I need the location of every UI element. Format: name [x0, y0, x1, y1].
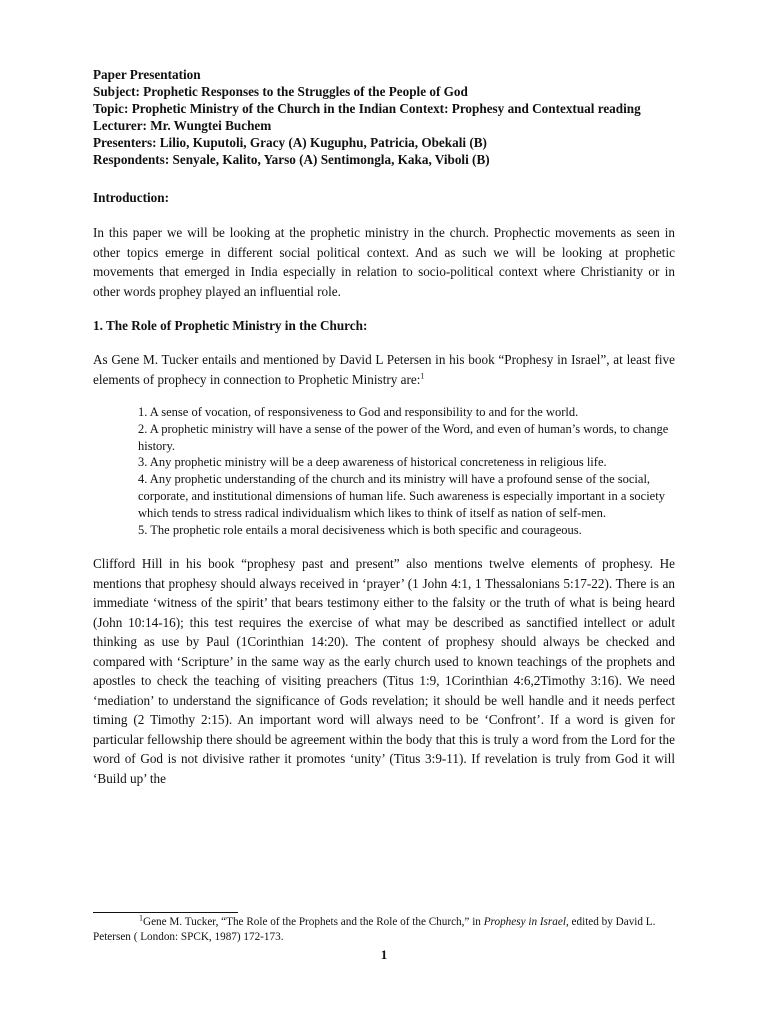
footnote [93, 915, 675, 945]
lecturer-line: Lecturer: Mr. Wungtei Buchem [93, 118, 272, 133]
section-1-intro-paragraph [93, 350, 675, 389]
footnote-book-title: Prophesy in Israel [483, 916, 566, 928]
list-item: 5. The prophetic role entails a moral decisiveness which is both specific and courageous. [138, 522, 582, 537]
presenters-line: Presenters: Lilio, Kuputoli, Gracy (A) Kuguphu, Patricia, Obekali (B) [93, 135, 487, 150]
introduction-paragraph: In this paper we will be looking at the prophetic ministry in the church. Prophectic movements as seen in other topics emerge in different social political context. And as such we will be looking at prophetic movements that emerged in India especially in relation to socio-political context where Christianity or in other words prophey played an influential role. [93, 225, 675, 299]
section-1-heading: 1. The Role of Prophetic Ministry in the Church: [93, 318, 368, 333]
list-item: 1. A sense of vocation, of responsiveness to God and responsibility to and for the world. [138, 405, 579, 419]
elements-list [138, 404, 675, 538]
list-item: 4. Any prophetic understanding of the church and its ministry will have a profound sense of the social, corporate, and institutional dimensions of human life. Such awareness is especially important in a society which tends to stress radical individualism which likes to think of itself as nation of self-men. [138, 472, 665, 520]
respondents-line: Respondents: Senyale, Kalito, Yarso (A) Sentimongla, Kaka, Viboli (B) [93, 152, 490, 167]
footnote-divider [93, 912, 238, 913]
subject-line: Subject: Prophetic Responses to the Struggles of the People of God [93, 84, 468, 99]
introduction-heading: Introduction: [93, 190, 169, 205]
footnote-reference: 1 [420, 371, 425, 381]
footnote-text-after: , edited by David L. Petersen ( London: SPCK, 1987) 172-173. [93, 916, 656, 943]
clifford-hill-paragraph: Clifford Hill in his book “prophesy past and present” also mentions twelve elements of prophesy. He mentions that prophesy should always received in ‘prayer’ (1 John 4:1, 1 Thessalonians 5:17-22). There is an immediate ‘witness of the spirit’ that bears testimony either to the falsity or the truth of what is being heard (John 10:14-16); this test requires the exercise of what may be described as sanctified intellect or adult thinking as use by Paul (1Corinthian 14:20). The content of prophesy should always be checked and compared with ‘Scripture’ in the same way as the early church used to known teachings of the prophets and apostles to check the teaching of visiting preachers (Titus 1:9, 1Corinthian 4:6,2Timothy 3:16). We need ‘mediation’ to understand the significance of Gods revelation; it should be well handle and it needs perfect timing (2 Timothy 2:15). An important word will always need to be ‘Confront’. If a word is given for particular fellowship there should be agreement within the body that this is truly a word from the Lord for the word of God is not divisive rather it promotes ‘unity’ (Titus 3:9-11). If revelation is truly from God it will ‘Build up’ the [93, 556, 675, 786]
page-number: 1 [380, 947, 388, 962]
paper-presentation-label: Paper Presentation [93, 67, 201, 82]
list-item: 3. Any prophetic ministry will be a deep awareness of historical concreteness in religious life. [138, 455, 607, 470]
footnote-text-before: Gene M. Tucker, “The Role of the Prophets and the Role of the Church,” in [143, 916, 484, 928]
footnote-marker: 1 [139, 913, 143, 923]
topic-line: Topic: Prophetic Ministry of the Church in the Indian Context: Prophesy and Contextual reading [93, 101, 641, 116]
section-1-intro-text: As Gene M. Tucker entails and mentioned by David L Petersen in his book “Prophesy in Israel”, at least five elements of prophecy in connection to Prophetic Ministry are: [93, 352, 675, 387]
document-page [93, 66, 675, 788]
list-item: 2. A prophetic ministry will have a sense of the power of the Word, and even of human’s words, to change history. [138, 421, 669, 453]
